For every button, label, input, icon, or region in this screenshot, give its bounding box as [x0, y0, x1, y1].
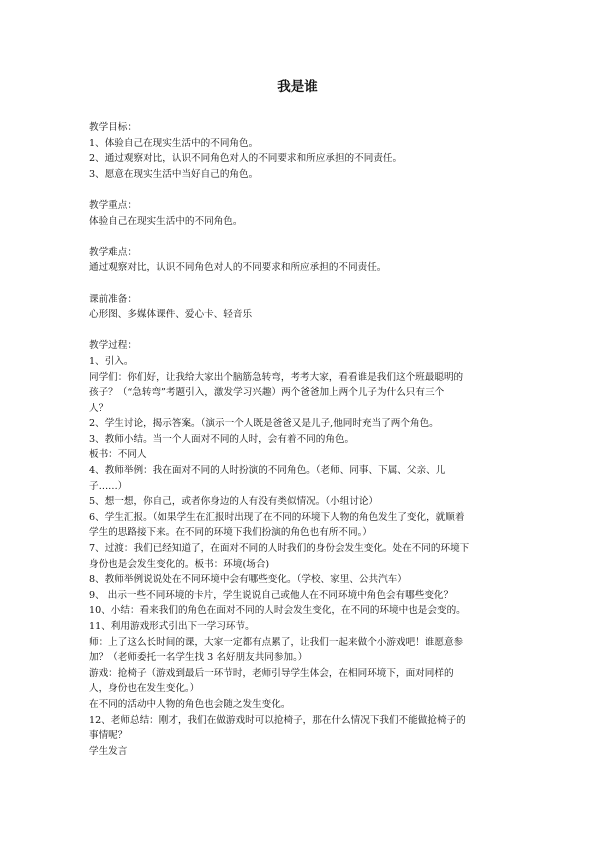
process-line: 人，身份也在发生变化。）	[89, 683, 200, 695]
process-line: 加？（老师委托一名学生找 3 名好朋友共同参加。）	[89, 652, 308, 664]
key-point-line: 体验自己在现实生活中的不同角色。	[89, 215, 243, 227]
process-line: 2、学生讨论，揭示答案。（演示一个人既是爸爸又是儿子,他同时充当了两个角色。	[89, 418, 439, 430]
section-heading-preparation: 课前准备：	[89, 293, 137, 305]
process-line: 3、教师小结。当一个人面对不同的人时，会有着不同的角色。	[89, 433, 355, 445]
process-line: 事情呢？	[89, 730, 128, 742]
process-line: 板书：不同人	[89, 449, 147, 461]
process-line: 4、教师举例：我在面对不同的人时扮演的不同角色。（老师、同事、下属、父亲、儿	[89, 465, 446, 477]
preparation-line: 心形图、多媒体课件、爱心卡、轻音乐	[89, 309, 253, 321]
process-line: 学生发言	[89, 745, 128, 757]
process-line: 1、引入。	[89, 355, 134, 367]
section-spacer	[89, 229, 507, 245]
process-line: 11、利用游戏形式引出下一学习环节。	[89, 621, 255, 632]
process-line: 5、想一想，你自己，或者你身边的人有没有类似情况。（小组讨论）	[89, 496, 379, 508]
process-line: 孩子？（“急转弯”考题引入，激发学习兴趣）两个爸爸加上两个儿子为什么只有三个	[89, 387, 445, 399]
section-heading-process: 教学过程：	[89, 340, 137, 352]
difficulty-line: 通过观察对比，认识不同角色对人的不同要求和所应承担的不同责任。	[89, 262, 387, 274]
process-line: 8、教师举例说说处在不同环境中会有哪些变化。（学校、家里、公共汽车）	[89, 574, 407, 586]
section-spacer	[89, 182, 507, 198]
section-key-points	[89, 198, 507, 229]
section-heading-goals: 教学目标：	[89, 122, 137, 133]
section-heading-difficulties: 教学难点：	[89, 246, 137, 258]
document-body	[89, 120, 507, 759]
section-process	[89, 338, 507, 759]
goal-line: 2、通过观察对比，认识不同角色对人的不同要求和所应承担的不同责任。	[89, 153, 403, 165]
process-line: 师：上了这么长时间的课，大家一定都有点累了，让我们一起来做个小游戏吧！谁愿意参	[89, 636, 464, 648]
process-line: 学生的思路接下来。在不同的环境下我们扮演的角色也有所不同。）	[89, 527, 373, 539]
process-line: 游戏：抢椅子（游戏到最后一环节时，老师引导学生体会，在相同环境下，面对同样的	[89, 667, 454, 679]
section-heading-key-points: 教学重点：	[89, 199, 137, 211]
goal-line: 3、愿意在现实生活中当好自己的角色。	[89, 168, 259, 180]
process-line: 10、小结：看来我们的角色在面对不同的人时会发生变化，在不同的环境中也是会变的。	[89, 605, 466, 617]
section-spacer	[89, 276, 507, 292]
process-line: 9、 出示一些不同环境的卡片，学生说说自己或他人在不同环境中角色会有哪些变化？	[89, 589, 454, 601]
process-line: 12、老师总结：刚才，我们在做游戏时可以抢椅子，那在什么情况下我们不能做抢椅子的	[89, 714, 466, 726]
page-title: 我是谁	[277, 79, 318, 95]
goal-line: 1、体验自己在现实生活中的不同角色。	[89, 137, 259, 149]
process-line: 子……）	[89, 480, 128, 492]
section-goals	[89, 120, 507, 182]
process-line: 身份也是会发生变化的。板书：环境(场合)	[89, 558, 270, 570]
process-line: 在不同的活动中人物的角色也会随之发生变化。	[89, 698, 291, 710]
process-line: 同学们：你们好，让我给大家出个脑筋急转弯，考考大家，看看谁是我们这个班最聪明的	[89, 371, 464, 383]
section-difficulties	[89, 245, 507, 276]
section-spacer	[89, 323, 507, 339]
section-preparation	[89, 292, 507, 323]
process-line: 7、过渡：我们已经知道了，在面对不同的人时我们的身份会发生变化。处在不同的环境下	[89, 543, 470, 555]
process-line: 人？	[89, 402, 109, 414]
process-line: 6、学生汇报。（如果学生在汇报时出现了在不同的环境下人物的角色发生了变化，就顺着	[89, 511, 465, 523]
